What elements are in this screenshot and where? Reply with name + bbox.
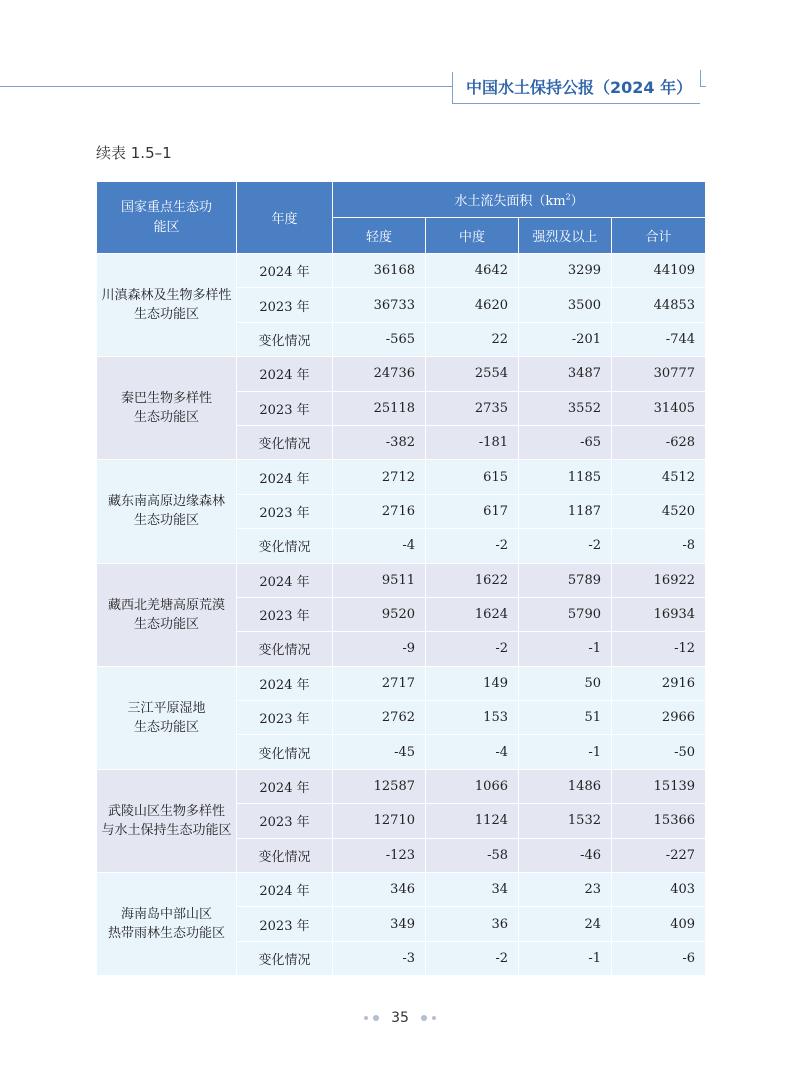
year-cell: 变化情况 [237,941,333,975]
value-cell: 149 [426,666,519,700]
region-name-line2: 与水土保持生态功能区 [101,822,232,838]
value-cell: 2717 [333,666,426,700]
column-header-slight: 轻度 [333,218,426,254]
value-cell: 36168 [333,254,426,288]
value-cell: -1 [519,632,612,666]
header-rule-left [0,86,452,87]
value-cell: 5790 [519,597,612,631]
value-cell: 349 [333,907,426,941]
page-number: 35 [391,1010,409,1026]
table-row [97,769,706,803]
value-cell: 615 [426,460,519,494]
footer-dot-icon [373,1015,379,1021]
value-cell: 15366 [612,804,706,838]
value-cell: 2916 [612,666,706,700]
header-rule-tail [700,86,706,87]
year-cell: 2024 年 [237,769,333,803]
region-name-line1: 藏西北羌塘高原荒漠 [107,597,225,613]
value-cell: 12710 [333,804,426,838]
value-cell: 2735 [426,391,519,425]
value-cell: 1066 [426,769,519,803]
region-name-line1: 武陵山区生物多样性 [107,803,225,819]
region-name-line1: 藏东南高原边缘森林 [107,494,225,510]
region-name-cell [97,769,237,872]
value-cell: -1 [519,941,612,975]
value-cell: 1185 [519,460,612,494]
region-name-cell [97,666,237,769]
column-header-severe-above: 强烈及以上 [519,218,612,254]
value-cell: -123 [333,838,426,872]
value-cell: 36 [426,907,519,941]
table-row [97,254,706,288]
region-name-line2: 生态功能区 [133,616,199,632]
table-body [97,254,706,976]
value-cell: -9 [333,632,426,666]
value-cell: 34 [426,873,519,907]
table-caption: 续表 1.5–1 [96,144,172,162]
region-name-line1: 秦巴生物多样性 [120,391,212,407]
value-cell: 24736 [333,357,426,391]
table-row [97,460,706,494]
footer-dot-icon [421,1015,427,1021]
value-cell: 44109 [612,254,706,288]
year-cell: 2024 年 [237,460,333,494]
year-cell: 2024 年 [237,254,333,288]
value-cell: -2 [426,941,519,975]
year-cell: 2023 年 [237,391,333,425]
table-row [97,563,706,597]
region-name-cell [97,873,237,976]
value-cell: -227 [612,838,706,872]
table-row [97,357,706,391]
value-cell: -65 [519,425,612,459]
value-cell: 22 [426,322,519,356]
value-cell: -744 [612,322,706,356]
region-name-cell [97,254,237,357]
value-cell: 9511 [333,563,426,597]
year-cell: 变化情况 [237,632,333,666]
value-cell: -4 [333,529,426,563]
value-cell: 346 [333,873,426,907]
value-cell: -2 [426,632,519,666]
region-name-cell [97,357,237,460]
value-cell: -4 [426,735,519,769]
table-row [97,873,706,907]
year-cell: 变化情况 [237,425,333,459]
value-cell: -181 [426,425,519,459]
value-cell: 3552 [519,391,612,425]
region-name-line2: 生态功能区 [133,307,199,323]
table-row [97,666,706,700]
value-cell: 2762 [333,701,426,735]
value-cell: 12587 [333,769,426,803]
value-cell: 2716 [333,494,426,528]
year-cell: 变化情况 [237,529,333,563]
value-cell: -8 [612,529,706,563]
value-cell: -45 [333,735,426,769]
value-cell: 617 [426,494,519,528]
year-cell: 2023 年 [237,804,333,838]
value-cell: 4512 [612,460,706,494]
value-cell: 403 [612,873,706,907]
value-cell: 23 [519,873,612,907]
year-cell: 2023 年 [237,597,333,631]
value-cell: -628 [612,425,706,459]
running-header-title: 中国水土保持公报（2024 年） [466,78,693,97]
year-cell: 2024 年 [237,873,333,907]
year-cell: 变化情况 [237,838,333,872]
value-cell: -46 [519,838,612,872]
region-name-cell [97,460,237,563]
value-cell: 1622 [426,563,519,597]
soil-erosion-table [96,181,706,976]
value-cell: 24 [519,907,612,941]
value-cell: 9520 [333,597,426,631]
value-cell: -2 [426,529,519,563]
value-cell: 4620 [426,288,519,322]
value-cell: -58 [426,838,519,872]
value-cell: 153 [426,701,519,735]
value-cell: 44853 [612,288,706,322]
value-cell: 2554 [426,357,519,391]
value-cell: 4642 [426,254,519,288]
value-cell: 51 [519,701,612,735]
value-cell: 1532 [519,804,612,838]
value-cell: 15139 [612,769,706,803]
footer-dot-icon [364,1016,368,1020]
year-cell: 变化情况 [237,735,333,769]
value-cell: 3299 [519,254,612,288]
column-header-total: 合计 [612,218,706,254]
year-cell: 2024 年 [237,563,333,597]
value-cell: 2966 [612,701,706,735]
year-cell: 2024 年 [237,666,333,700]
footer-dot-icon [432,1016,436,1020]
value-cell: 409 [612,907,706,941]
value-cell: 36733 [333,288,426,322]
value-cell: -6 [612,941,706,975]
value-cell: 50 [519,666,612,700]
value-cell: -1 [519,735,612,769]
value-cell: -565 [333,322,426,356]
region-name-line2: 热带雨林生态功能区 [107,926,225,942]
year-cell: 2023 年 [237,288,333,322]
value-cell: 1187 [519,494,612,528]
year-cell: 2024 年 [237,357,333,391]
value-cell: 1124 [426,804,519,838]
value-cell: 1486 [519,769,612,803]
column-header-region: 国家重点生态功能区 [97,182,237,254]
header-rule-tick [700,70,701,86]
value-cell: 25118 [333,391,426,425]
region-name-line1: 三江平原湿地 [127,700,206,716]
year-cell: 2023 年 [237,907,333,941]
value-cell: -12 [612,632,706,666]
column-header-moderate: 中度 [426,218,519,254]
value-cell: -201 [519,322,612,356]
region-name-line1: 海南岛中部山区 [120,907,212,923]
value-cell: 30777 [612,357,706,391]
value-cell: 16922 [612,563,706,597]
value-cell: -2 [519,529,612,563]
column-header-erosion-area: 水土流失面积$(km^2)$ [333,182,706,218]
value-cell: -3 [333,941,426,975]
year-cell: 2023 年 [237,701,333,735]
year-cell: 2023 年 [237,494,333,528]
region-name-cell [97,563,237,666]
value-cell: -382 [333,425,426,459]
region-name-line2: 生态功能区 [133,513,199,529]
value-cell: 4520 [612,494,706,528]
value-cell: 3487 [519,357,612,391]
region-name-line1: 川滇森林及生物多样性 [101,288,232,304]
year-cell: 变化情况 [237,322,333,356]
page-footer [0,1010,800,1026]
value-cell: 16934 [612,597,706,631]
value-cell: 2712 [333,460,426,494]
value-cell: 5789 [519,563,612,597]
region-name-line2: 生态功能区 [133,410,199,426]
region-name-line2: 生态功能区 [133,719,199,735]
value-cell: -50 [612,735,706,769]
value-cell: 3500 [519,288,612,322]
value-cell: 31405 [612,391,706,425]
column-header-year: 年度 [237,182,333,254]
value-cell: 1624 [426,597,519,631]
